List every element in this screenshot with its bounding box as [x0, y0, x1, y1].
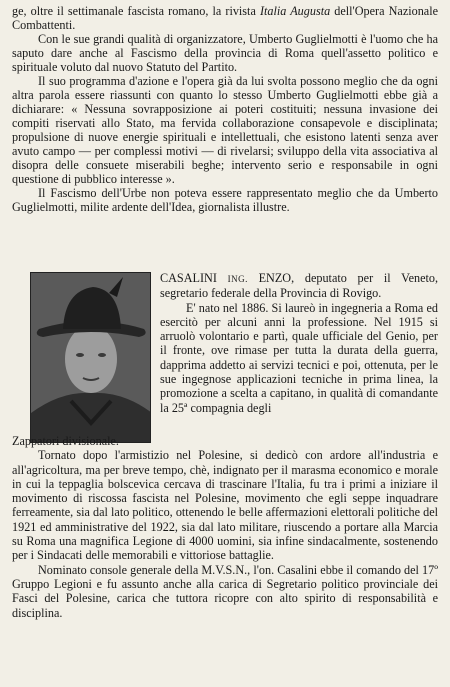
paragraph-program: Il suo programma d'azione e l'opera già da lui svolta possono meglio che da ogni altra parola essere riassunti con quanto lo stesso Umberto Guglielmotti ebbe già a dichiarare: « Nessuna sovrapposizione ai poteri costituiti; nessuna invasione dei compiti riservati allo Stato, ma fervida collaborazione consapevole e disciplinata; propulsione di nuove energie spirituali e intellettuali, che esistono latenti senza aver avuto campo — per complessi motivi — di rivelarsi; sviluppo della vita associativa al disopra delle consuete miserabili beghe; intervento serio e responsabile in ogni questione di pubblico interesse ».	[12, 74, 438, 186]
upper-text-block	[12, 4, 438, 214]
lower-text-block	[12, 434, 438, 620]
paragraph-polesine: Tornato dopo l'armistizio nel Polesine, si dedicò con ardore all'industria e all'agricoltura, ma per breve tempo, chè, indignato per il marasma economico e morale in cui la teppaglia bolscevica cercava di trascinare l'Italia, fu tra i primi a iniziare il movimento di riscossa fascista nel Polesine, movimento che egli seppe inquadrare ferreamente, sia dal lato politico, ottenendo le belle affermazioni elettorali politiche del 1921 ed amministrative del 1922, sia dal lato militare, riuscendo a portare alla Marcia su Roma una magnifica Legione di 4000 uomini, sia infine sindacalmente, sostenendo per i Sindacati delle memorabili e vittoriose battaglie.	[12, 448, 438, 563]
paragraph-unit: Zappatori divisionale.	[12, 434, 119, 448]
paragraph-conclusion: Il Fascismo dell'Urbe non poteva essere rappresentato meglio che da Umberto Guglielmotti, milite ardente dell'Idea, giornalista illustre.	[12, 186, 438, 214]
paragraph-appointment: Nominato console generale della M.V.S.N., l'on. Casalini ebbe il comando del 17º Gruppo Legioni e fu assunto anche alla carica di Segretario politico provinciale dei Fasci del Polesine, carica che tuttora ricopre con alto spirito di responsabilità e disciplina.	[12, 562, 438, 620]
portrait-photo	[30, 272, 151, 443]
paragraph-continued: ge, oltre il settimanale fascista romano, la rivista Italia Augusta dell'Opera Nazionale Combattenti.	[12, 4, 439, 32]
person-firstname: ENZO,	[258, 271, 295, 285]
portrait-illustration	[31, 273, 151, 443]
person-surname: CASALINI	[160, 271, 217, 285]
journal-title: Italia Augusta	[259, 4, 331, 18]
biography-intro: CASALINI ING. ENZO, deputato per il Veneto, segretario federale della Provincia di Rovigo.	[160, 271, 439, 301]
biography-header-block	[160, 271, 438, 415]
person-title: ING.	[227, 274, 248, 284]
paragraph-early-life: E' nato nel 1886. Si laureò in ingegneria a Roma ed esercitò per alcuni anni la professione. Nel 1915 si arruolò volontario e partì, quale ufficiale del Genio, per il fronte, ove rimase per tutta la durata della guerra, dapprima addetto ai servizi tecnici e poi, ottenuta, per le sue ingegnose applicazioni tecniche in prima linea, la promozione a scelta a capitano, in qualità di comandante la 25ª compagnia degli	[160, 300, 438, 415]
paragraph-organizer: Con le sue grandi qualità di organizzatore, Umberto Guglielmotti è l'uomo che ha saputo dare anche al Fascismo della provincia di Roma quell'assetto politico e spirituale voluto dal nuovo Statuto del Partito.	[12, 32, 438, 74]
